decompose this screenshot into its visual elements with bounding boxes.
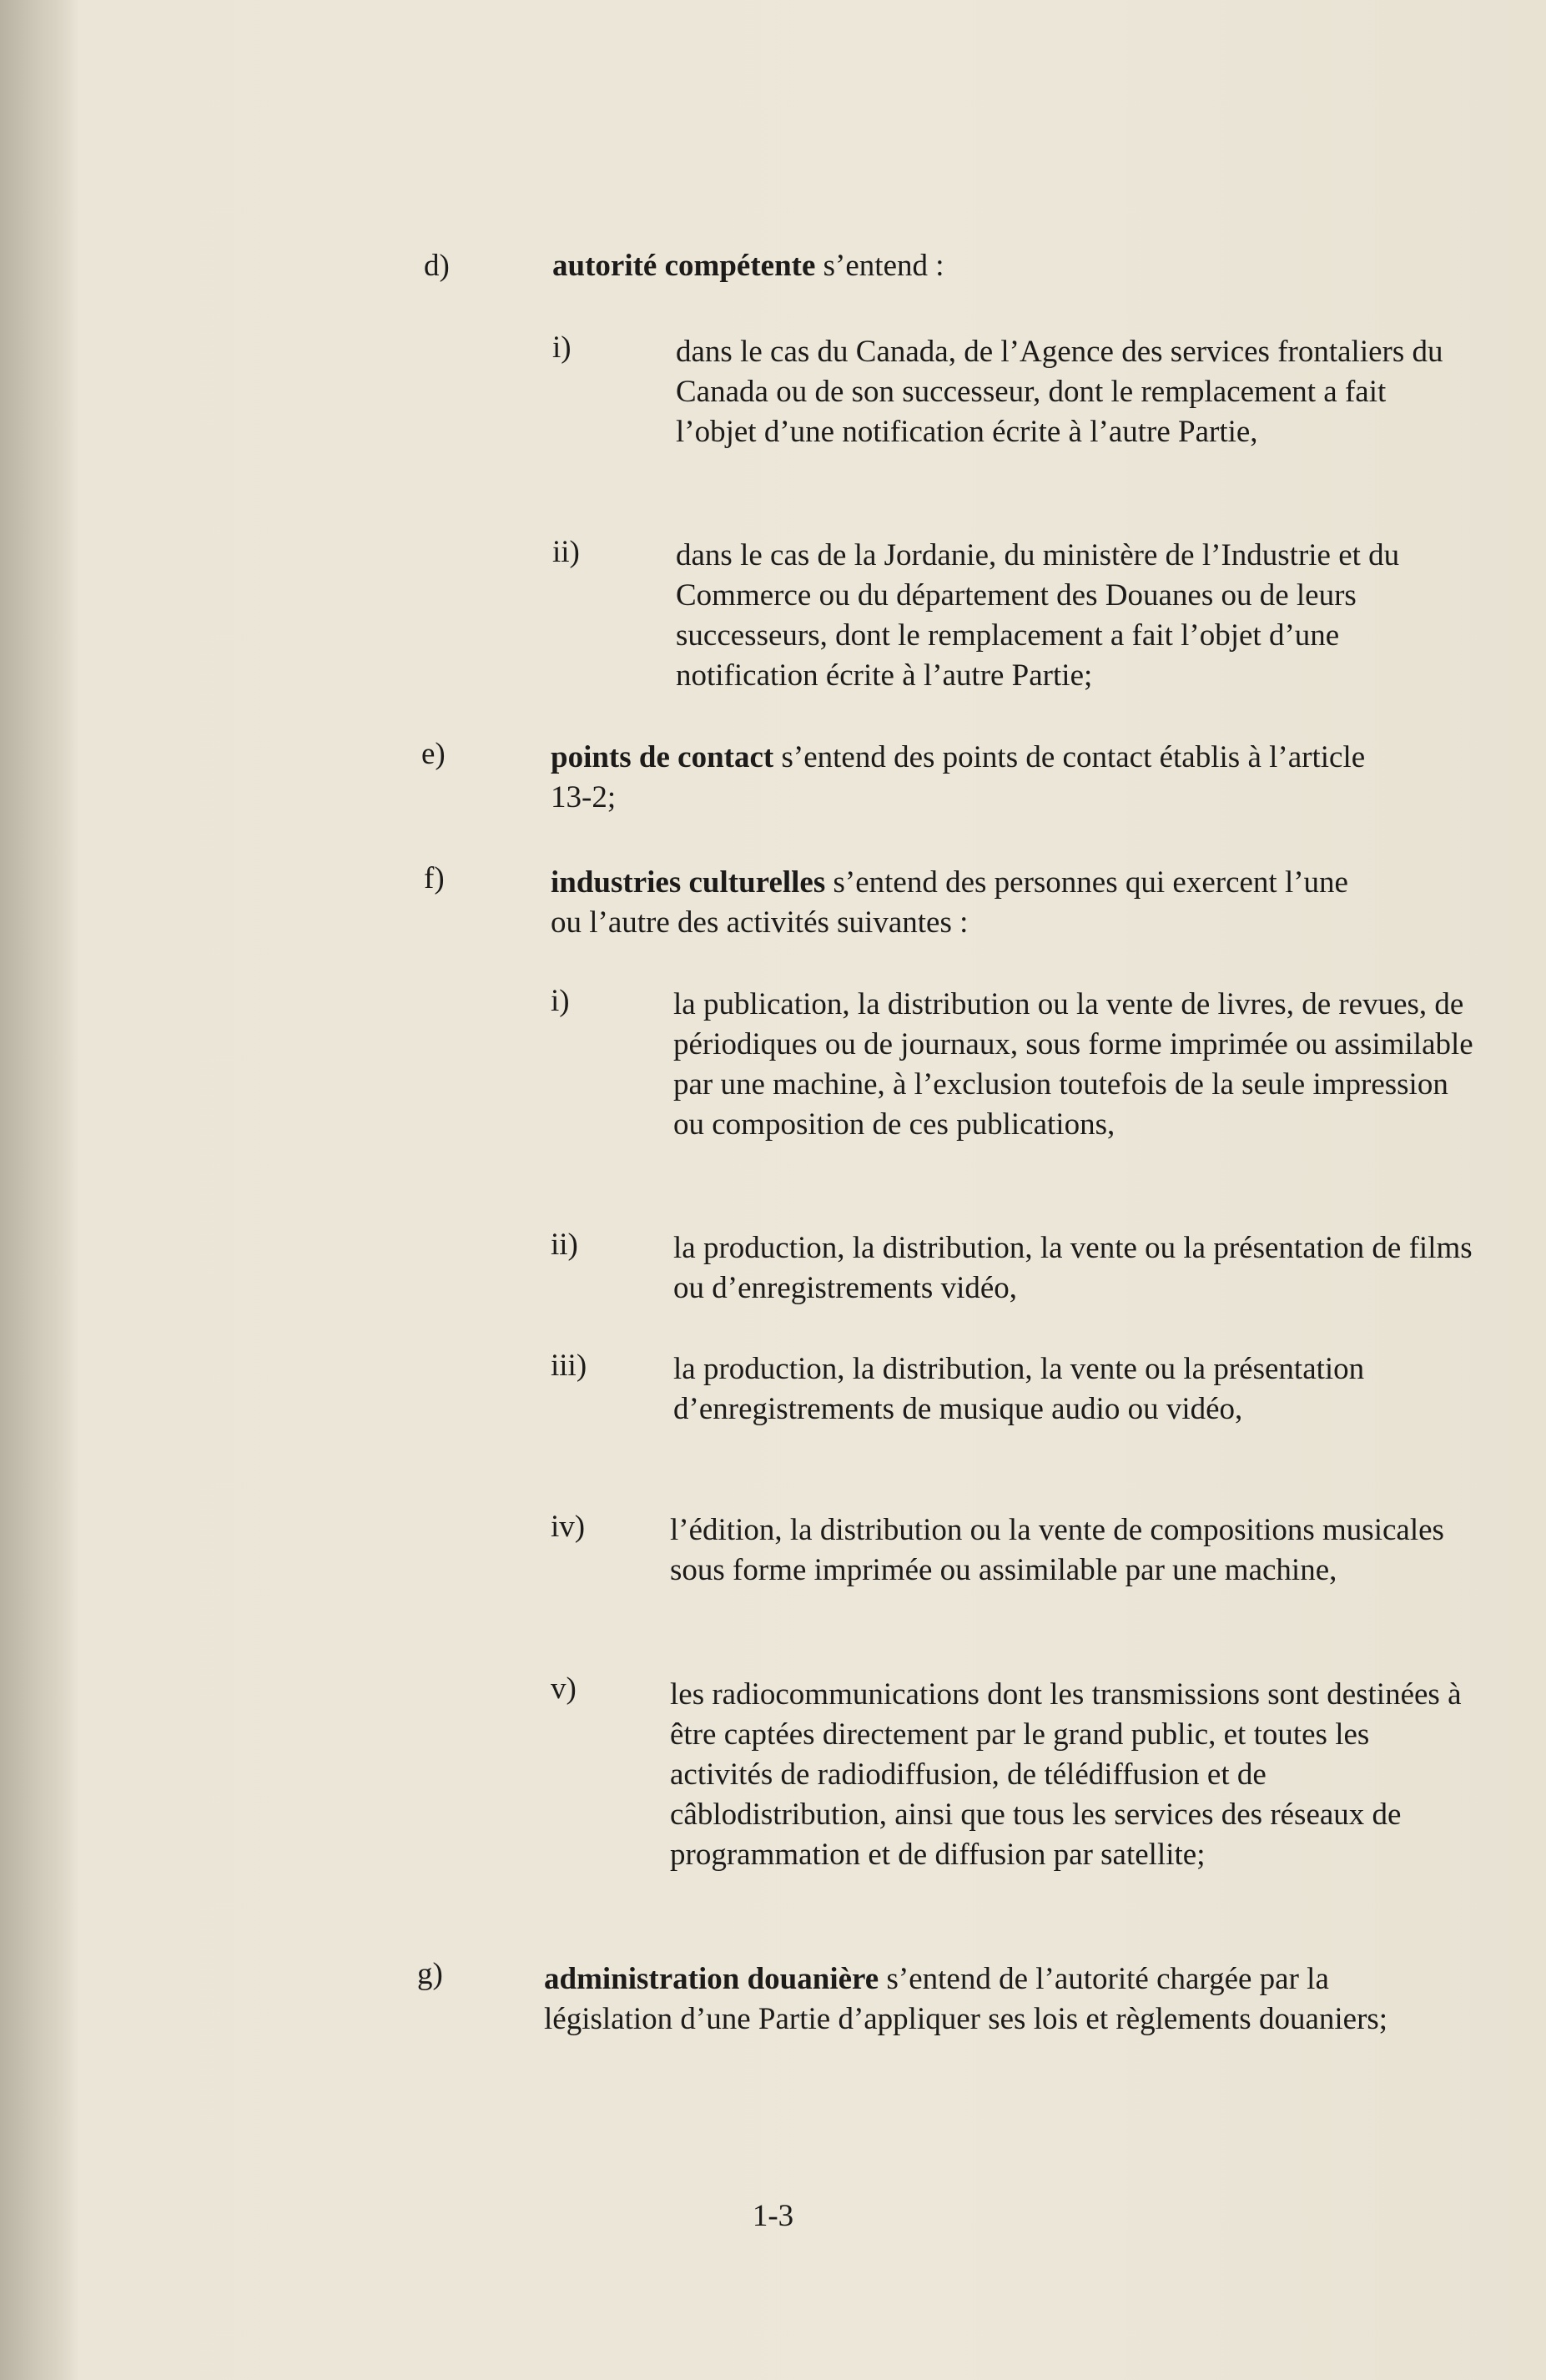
- page-number: 1-3: [752, 2199, 794, 2233]
- definition-e-text: s’entend des points de contact établis à l’article 13-2;: [551, 740, 1366, 814]
- item-letter-g: g): [417, 1957, 443, 1991]
- term-industries-culturelles: industries culturelles: [551, 865, 826, 900]
- sub-num-f-iii: iii): [551, 1349, 587, 1383]
- sub-item-f-v: les radiocommunications dont les transmissions sont destinées à être captées directement par le grand public, et toutes les activités de radiodiffusion, de télédiffusion et de câblodistribution, ainsi que tous les services des réseaux de programmation et de diffusion par satellite;: [670, 1677, 1462, 1872]
- definition-g: [544, 1959, 1428, 2040]
- definition-d-text: s’entend :: [815, 249, 944, 283]
- sub-item-d-i: dans le cas du Canada, de l’Agence des services frontaliers du Canada ou de son successeur, dont le remplacement a fait l’objet d’une notification écrite à l’autre Partie,: [676, 335, 1443, 449]
- definition-d: [552, 246, 1453, 286]
- sub-item-d-ii: dans le cas de la Jordanie, du ministère de l’Industrie et du Commerce ou du département des Douanes ou de leurs successeurs, dont le remplacement a fait l’objet d’une notification écrite à l’autre Partie;: [676, 538, 1400, 693]
- item-letter-f: f): [424, 861, 445, 895]
- term-autorite-competente: autorité compétente: [552, 249, 816, 283]
- sub-num-f-v: v): [551, 1672, 577, 1706]
- sub-item-f-iii: la production, la distribution, la vente ou la présentation d’enregistrements de musique audio ou vidéo,: [673, 1352, 1365, 1426]
- sub-item-f-i: la publication, la distribution ou la vente de livres, de revues, de périodiques ou de journaux, sous forme imprimée ou assimilable par une machine, à l’exclusion toutefois de la seule impression ou composition de ces publications,: [673, 987, 1473, 1142]
- sub-num-f-iv: iv): [551, 1510, 586, 1544]
- item-letter-e: e): [421, 737, 446, 771]
- definition-f: [551, 863, 1385, 943]
- sub-item-f-iv: l’édition, la distribution ou la vente de compositions musicales sous forme imprimée ou assimilable par une machine,: [670, 1513, 1444, 1587]
- sub-num-f-i: i): [551, 984, 570, 1018]
- sub-num-d-i: i): [552, 330, 572, 365]
- sub-item-f-ii: la production, la distribution, la vente ou la présentation de films ou d’enregistrements vidéo,: [673, 1231, 1473, 1305]
- item-letter-d: d): [424, 249, 450, 283]
- definition-f-text: s’entend des personnes qui exercent l’une ou l’autre des activités suivantes :: [551, 865, 1348, 940]
- sub-num-d-ii: ii): [552, 535, 580, 569]
- term-points-de-contact: points de contact: [551, 740, 774, 774]
- term-administration-douaniere: administration douanière: [544, 1962, 879, 1996]
- sub-num-f-ii: ii): [551, 1228, 578, 1262]
- definition-e: [551, 738, 1385, 818]
- binding-shadow: [0, 0, 79, 2380]
- definition-g-text: s’entend de l’autorité chargée par la législation d’une Partie d’appliquer ses lois et règlements douaniers;: [544, 1962, 1388, 2036]
